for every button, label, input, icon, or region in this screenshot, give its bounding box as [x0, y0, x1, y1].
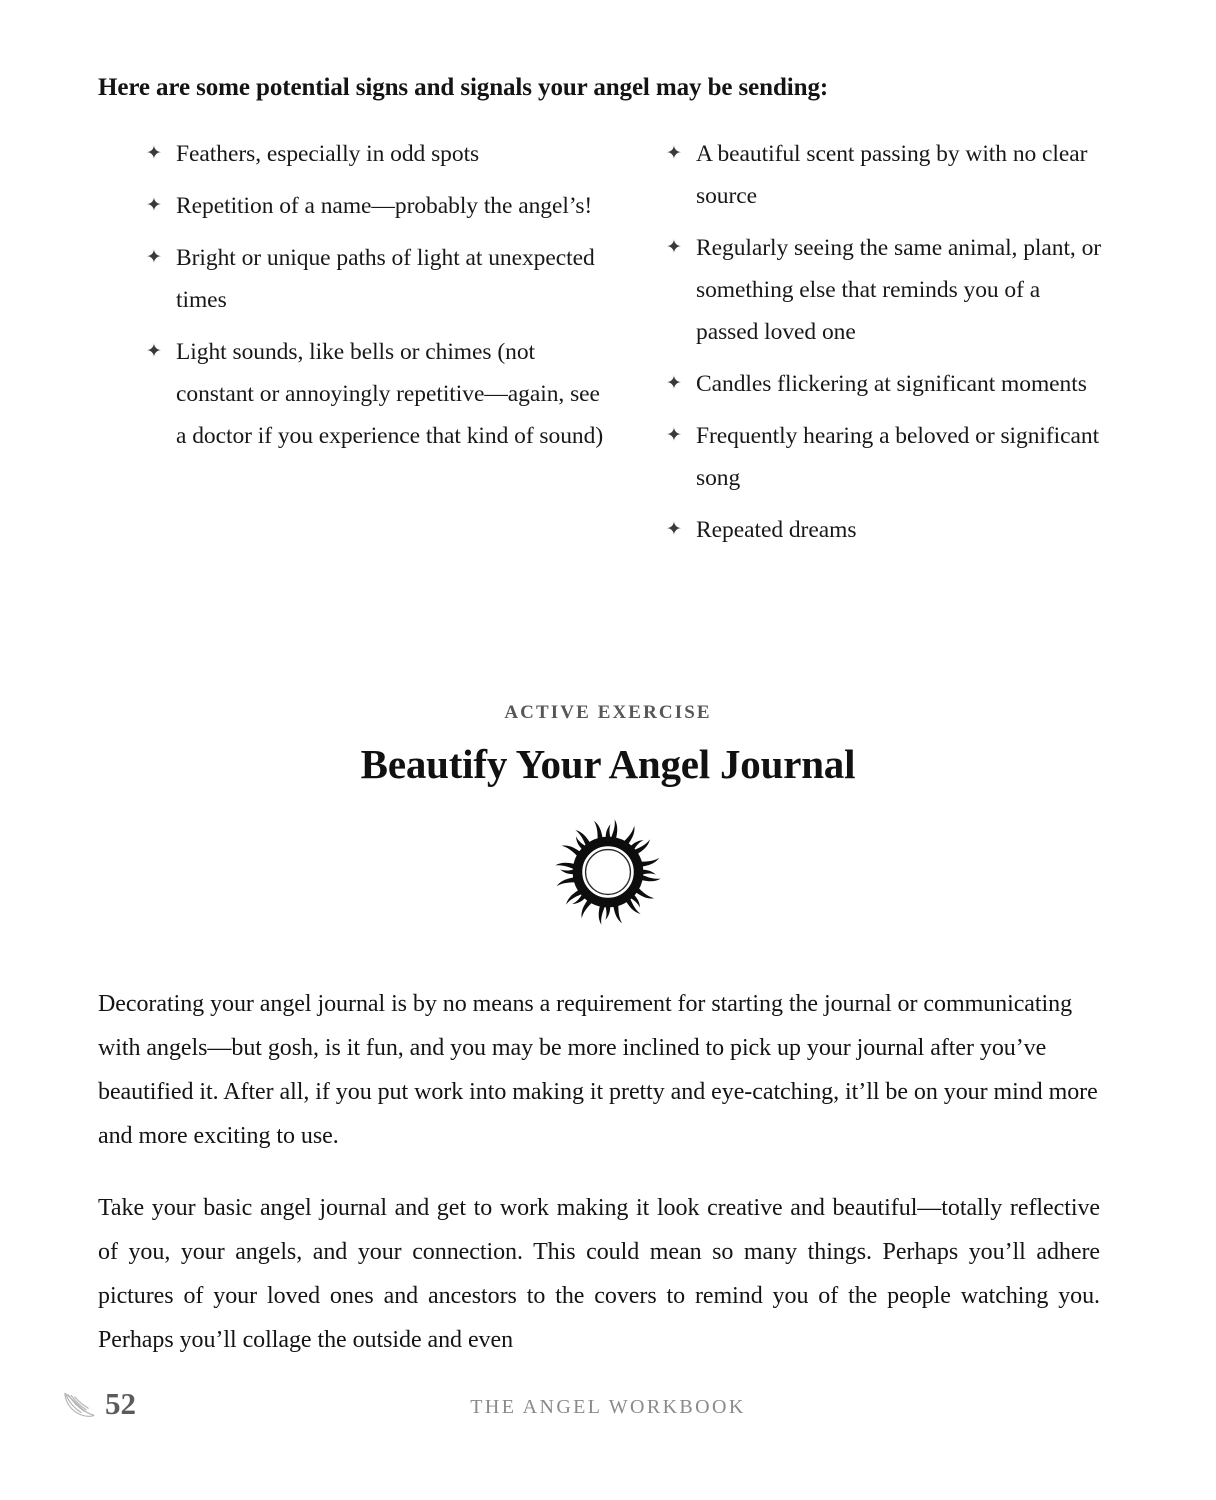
list-item-label: Repeated dreams [696, 517, 857, 543]
page-number: 52 [105, 1386, 136, 1421]
four-pointed-star-icon: ✦ [666, 373, 682, 394]
four-pointed-star-icon: ✦ [666, 425, 682, 446]
page-title: Beautify Your Angel Journal [360, 741, 856, 787]
list-item [666, 133, 1108, 217]
four-pointed-star-icon: ✦ [146, 341, 162, 362]
list-item-label: Candles flickering at significant moments [696, 371, 1087, 397]
footer-book-title: THE ANGEL WORKBOOK [470, 1396, 746, 1418]
list-item [666, 227, 1108, 353]
four-pointed-star-icon: ✦ [146, 143, 162, 164]
signs-and-signals-list [98, 133, 1108, 561]
four-pointed-star-icon: ✦ [146, 247, 162, 268]
list-item-label: Light sounds, like bells or chimes (not constant or annoyingly repetitive—again, see a doctor if you experience that kind of sound) [176, 339, 604, 449]
list-item [666, 509, 1108, 551]
list-item-label: Frequently hearing a beloved or significant song [696, 423, 1100, 491]
list-item [146, 133, 608, 175]
list-item-label: Bright or unique paths of light at unexpected times [176, 245, 595, 313]
paragraph: Decorating your angel journal is by no means a requirement for starting the journal or communicating with angels—but gosh, is it fun, and you may be more inclined to pick up your journal after you’ve beautified it. After all, if you put work into making it pretty and eye-catching, it’ll be on your mind more and more exciting to use. [98, 991, 1098, 1149]
body-copy [98, 982, 1100, 1390]
list-item-label: Regularly seeing the same animal, plant, or something else that reminds you of a passed loved one [696, 235, 1102, 345]
list-item [146, 185, 608, 227]
signs-intro-heading: Here are some potential signs and signals your angel may be sending: [98, 74, 829, 101]
four-pointed-star-icon: ✦ [666, 143, 682, 164]
list-item-label: Repetition of a name—probably the angel’s! [176, 193, 593, 219]
list-item [146, 331, 608, 457]
list-item-label: Feathers, especially in odd spots [176, 141, 480, 167]
list-item [666, 415, 1108, 499]
signs-list-right-column [608, 133, 1108, 561]
exercise-kicker: ACTIVE EXERCISE [504, 702, 712, 723]
list-item [146, 237, 608, 321]
sun-ornament-icon [538, 806, 678, 938]
four-pointed-star-icon: ✦ [666, 237, 682, 258]
four-pointed-star-icon: ✦ [146, 195, 162, 216]
four-pointed-star-icon: ✦ [666, 519, 682, 540]
signs-list-left-column [98, 133, 608, 561]
list-item-label: A beautiful scent passing by with no clear source [696, 141, 1088, 209]
list-item [666, 363, 1108, 405]
paragraph: Take your basic angel journal and get to work making it look creative and beautiful—totally reflective of you, your angels, and your connection. This could mean so many things. Perhaps you’ll adhere pictures of your loved ones and ancestors to the covers to remind you of the people watching you. Perhaps you’ll collage the outside and even [98, 1195, 1100, 1353]
page-footer [0, 1388, 1216, 1444]
